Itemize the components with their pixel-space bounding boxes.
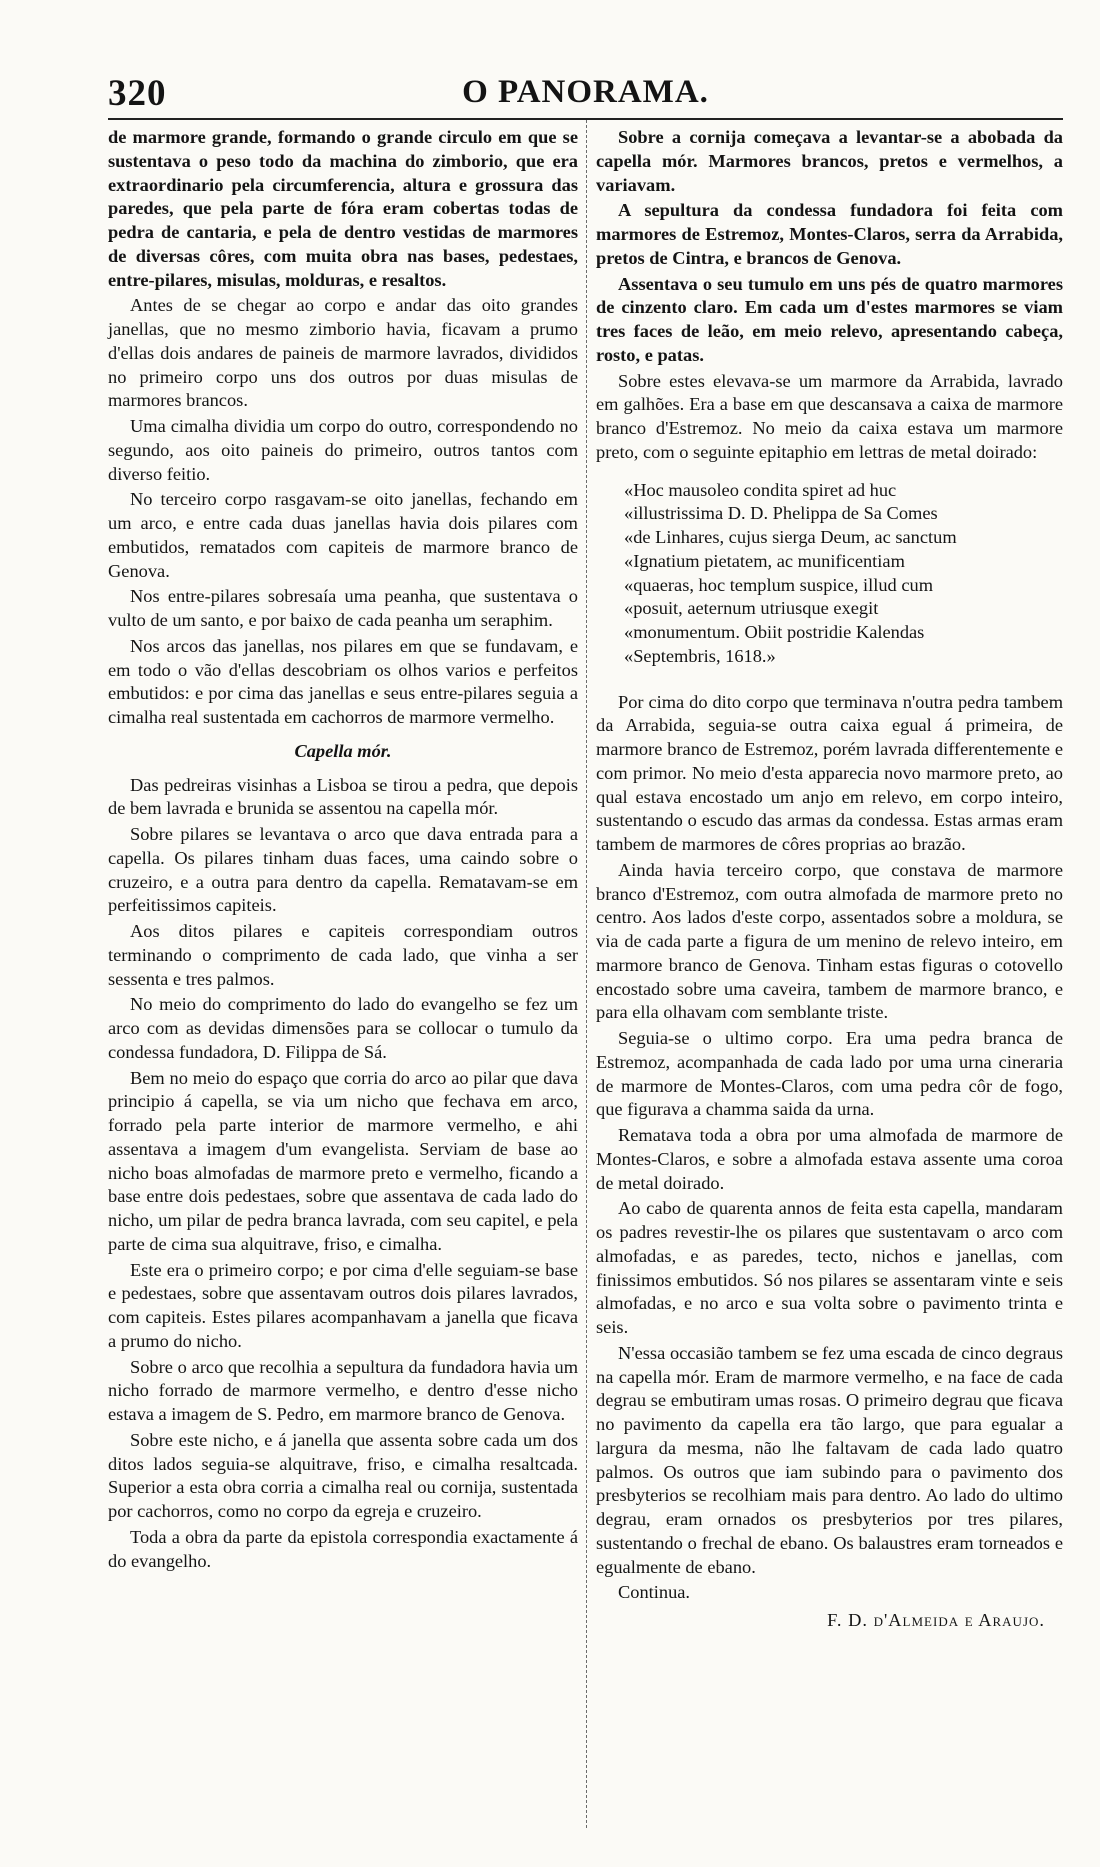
left-paragraph: de marmore grande, formando o grande circulo em que se sustentava o peso todo da machina do zimborio, que era extraordinario pela circumferencia, altura e grossura das paredes, que pela parte de fóra eram cobertas todas de pedra de cantaria, e pela de dentro vestidas de marmores de diversas côres, com muita obra nas bases, pedestaes, entre-pilares, misulas, molduras, e resaltos. [108, 127, 578, 290]
epitaph-line: «de Linhares, cujus sierga Deum, ac sanctum [624, 527, 957, 547]
author-signature: F. D. d'Almeida e Araujo. [827, 1610, 1045, 1630]
right-paragraph: Sobre a cornija começava a levantar-se a abobada da capella mór. Marmores brancos, pretos e vermelhos, a variavam. [596, 127, 1063, 195]
page-number: 320 [108, 73, 167, 114]
left-paragraph: Este era o primeiro corpo; e por cima d'elle seguiam-se base e pedestaes, sobre que assentavam outros dois pilares lavrados, com capiteis. Estes pilares acompanhavam a janella que ficava a prumo do nicho. [108, 1259, 578, 1351]
left-paragraph: No terceiro corpo rasgavam-se oito janellas, fechando em um arco, e entre cada duas janellas havia dois pilares com embutidos, rematados com capiteis de marmore branco de Genova. [108, 489, 578, 581]
left-paragraph: Aos ditos pilares e capiteis correspondiam outros terminando o comprimento de cada lado, que vinha a ser sessenta e tres palmos. [108, 921, 578, 989]
epitaph-block [624, 479, 1063, 669]
right-paragraph: Rematava toda a obra por uma almofada de marmore de Montes-Claros, e sobre a almofada estava assente uma coroa de metal doirado. [596, 1125, 1063, 1193]
left-paragraph: Bem no meio do espaço que corria do arco ao pilar que dava principio á capella, se via um nicho que fechava em arco, forrado pela parte interior de marmore vermelho, e ahi assentava a imagem d'um evangelista. Serviam de base ao nicho boas almofadas de marmore preto e vermelho, ficando a base entre dois pedestaes, sobre que assentava de cada lado do nicho, um pilar de pedra branca lavrada, com seu capitel, e pela parte de cima sua alquitrave, friso, e cimalha. [108, 1067, 578, 1254]
epitaph-line: «Hoc mausoleo condita spiret ad huc [624, 479, 897, 500]
left-paragraph: Sobre este nicho, e á janella que assenta sobre cada um dos ditos lados seguia-se alquitrave, friso, e cimalha resaltcada. Superior a esta obra corria a cimalha real ou cornija, sustentada por cachorros, como no corpo da egreja e cruzeiro. [108, 1429, 578, 1521]
left-paragraph: Das pedreiras visinhas a Lisboa se tirou a pedra, que depois de bem lavrada e brunida se assentou na capella mór. [108, 774, 578, 819]
continued-note: Continua. [618, 1582, 691, 1603]
right-paragraph: Ainda havia terceiro corpo, que constava de marmore branco d'Estremoz, com outra almofada de marmore preto no centro. Aos lados d'este corpo, assentados sobre a moldura, se via de cada parte a figura de um menino de relevo inteiro, em marmore branco de Genova. Tinham estas figuras o cotovello encostado sobre uma caveira, tambem de marmore branco, e para ella olhavam com semblante triste. [596, 859, 1063, 1023]
left-paragraph: Sobre o arco que recolhia a sepultura da fundadora havia um nicho forrado de marmore vermelho, e dentro d'esse nicho estava a imagem de S. Pedro, em marmore branco de Genova. [108, 1356, 578, 1424]
epitaph-line: «Septembris, 1618.» [624, 645, 776, 666]
left-paragraph: Nos entre-pilares sobresaía uma peanha, que sustentava o vulto de um santo, e por baixo de cada peanha um seraphim. [108, 586, 578, 630]
left-paragraph: Uma cimalha dividia um corpo do outro, correspondendo no segundo, aos oito paineis do primeiro, outros tantos com diverso feitio. [108, 416, 578, 484]
epitaph-line: «Ignatium pietatem, ac munificentiam [624, 550, 905, 571]
left-paragraph: Antes de se chegar ao corpo e andar das oito grandes janellas, que no mesmo zimborio havia, ficavam a prumo d'ellas dois andares de paineis de marmore lavrados, divididos no primeiro corpo uns dos outros por duas misulas de marmores brancos. [108, 295, 578, 411]
right-paragraph: N'essa occasião tambem se fez uma escada de cinco degraus na capella mór. Eram de marmore vermelho, e na face de cada degrau se embutiram umas rosas. O primeiro degrau que ficava no pavimento da capella era tão largo, que para egualar a largura da mesma, não lhe faltavam de cada lado quatro palmos. Os outros que iam subindo para o pavimento dos presbyterios se recolhiam mais para dentro. Ao lado do ultimo degrau, eram ornados os presbyterios por tres pilares, sustentando o frechal de ebano. Os balaustres eram torneados e egualmente de ebano. [596, 1342, 1063, 1577]
section-heading: Capella mór. [294, 740, 392, 761]
masthead [108, 72, 1063, 116]
left-paragraph: Sobre pilares se levantava o arco que dava entrada para a capella. Os pilares tinham duas faces, uma caindo sobre o cruzeiro, e a outra para dentro da capella. Rematavam-se em perfeitissimos capiteis. [108, 824, 578, 916]
right-paragraph: A sepultura da condessa fundadora foi feita com marmores de Estremoz, Montes-Claros, serra da Arrabida, pretos de Cintra, e brancos de Genova. [596, 200, 1063, 268]
left-paragraph: No meio do comprimento do lado do evangelho se fez um arco com as devidas dimensões para se collocar o tumulo da condessa fundadora, D. Filippa de Sá. [108, 994, 578, 1062]
left-paragraph: Nos arcos das janellas, nos pilares em que se fundavam, e em todo o vão d'ellas descobriam os olhos varios e perfeitos embutidos: e por cima das janellas e seus entre-pilares seguia a cimalha real sustentada em cachorros de marmore vermelho. [108, 635, 578, 727]
left-paragraph: Toda a obra da parte da epistola correspondia exactamente á do evangelho. [108, 1526, 578, 1571]
epitaph-line: «posuit, aeternum utriusque exegit [624, 598, 879, 619]
journal-title: O PANORAMA. [462, 74, 709, 110]
left-column [108, 126, 578, 1575]
column-divider [586, 120, 587, 1828]
epitaph-line: «illustrissima D. D. Phelippa de Sa Comes [624, 503, 938, 524]
right-paragraph: Seguia-se o ultimo corpo. Era uma pedra branca de Estremoz, acompanhada de cada lado por uma urna cineraria de marmore de Montes-Claros, com uma pedra côr de fogo, que figurava a chamma saida da urna. [596, 1028, 1063, 1120]
right-paragraph: Sobre estes elevava-se um marmore da Arrabida, lavrado em galhões. Era a base em que descansava a caixa de marmore branco d'Estremoz. No meio da caixa estava um marmore preto, com o seguinte epitaphio em lettras de metal doirado: [596, 370, 1063, 462]
right-column [596, 126, 1063, 1633]
right-paragraph: Assentava o seu tumulo em uns pés de quatro marmores de cinzento claro. Em cada um d'estes marmores se viam tres faces de leão, em meio relevo, apresentando cabeça, rosto, e patas. [596, 273, 1063, 365]
right-paragraph: Por cima do dito corpo que terminava n'outra pedra tambem da Arrabida, seguia-se outra caixa egual á primeira, de marmore branco de Estremoz, porém lavrada differentemente e com primor. No meio d'esta apparecia novo marmore preto, ao qual estava encostado um anjo em relevo, em corpo inteiro, sustentando o escudo das armas da condessa. Estas armas eram tambem de marmores de côres proprias ao brazão. [596, 691, 1063, 854]
epitaph-line: «quaeras, hoc templum suspice, illud cum [624, 574, 933, 595]
epitaph-line: «monumentum. Obiit postridie Kalendas [624, 622, 925, 642]
right-paragraph: Ao cabo de quarenta annos de feita esta capella, mandaram os padres revestir-lhe os pilares que sustentavam o arco com almofadas, e as paredes, tecto, nichos e janellas, com finissimos embutidos. Só nos pilares se assentaram vinte e seis almofadas, e no arco e sua volta sobre o pavimento trinta e seis. [596, 1198, 1063, 1337]
